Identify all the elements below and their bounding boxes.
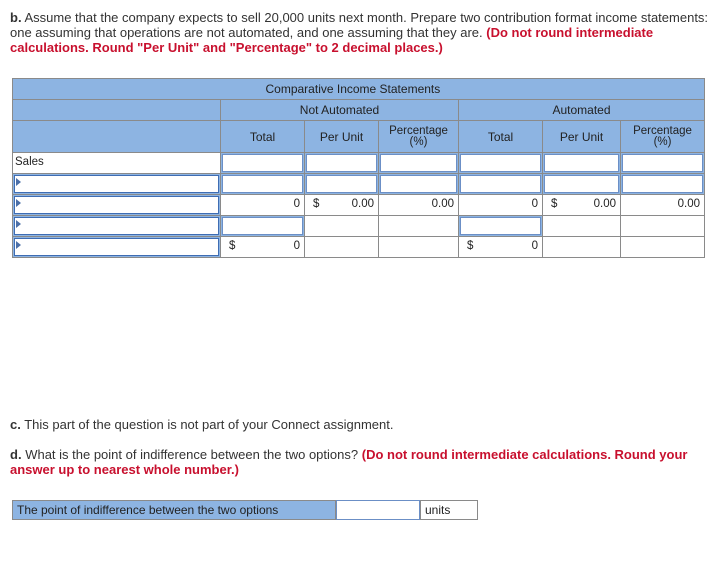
part-b-instruction: (Do not round intermediate calculations. Round "Per Unit" and "Percentage" to 2 decimal places.) (10, 25, 654, 55)
col-na-per-unit: Per Unit (305, 121, 379, 153)
cm-a-per-unit-cell (543, 195, 621, 216)
r3-na-percentage-cell (379, 216, 459, 237)
row-label-dropdown-3[interactable] (13, 216, 221, 237)
table-row[interactable] (543, 153, 621, 174)
table-row[interactable] (305, 153, 379, 174)
dropdown-arrow-icon (16, 199, 21, 207)
sales-na-per-unit-input[interactable] (306, 154, 377, 172)
r1-a-percentage-input[interactable] (622, 175, 703, 193)
cm-a-percentage-cell (621, 195, 705, 216)
table-row[interactable] (221, 216, 305, 237)
r3-na-total-input[interactable] (222, 217, 303, 235)
part-d-instruction: (Do not round intermediate calculations. Round your answer up to nearest whole number.) (10, 447, 688, 477)
comparative-income-statement-table (12, 78, 705, 258)
dropdown-arrow-icon (16, 178, 21, 186)
col-a-per-unit: Per Unit (543, 121, 621, 153)
sales-na-total-input[interactable] (222, 154, 303, 172)
table-row[interactable] (543, 174, 621, 195)
col-a-percentage-line1: Percentage (633, 124, 692, 137)
r3-a-percentage-cell (621, 216, 705, 237)
sales-na-percentage-input[interactable] (380, 154, 457, 172)
cm-a-total: 0 (531, 198, 538, 210)
ni-na-total: 0 (293, 240, 300, 252)
table-blank-header (13, 100, 221, 121)
table-row[interactable] (459, 153, 543, 174)
r1-na-percentage-input[interactable] (380, 175, 457, 193)
dropdown-arrow-icon (16, 241, 21, 249)
part-b-text: Assume that the company expects to sell 20,000 units next month. Prepare two contribution format income statements: one assuming that operations are not automated, and one assuming that they are. (10, 10, 709, 40)
ni-a-per-unit-cell (543, 237, 621, 258)
part-c-label: c. (10, 417, 21, 432)
cm-na-percentage: 0.00 (431, 198, 454, 210)
income-statement-table-wrap (12, 78, 704, 258)
ni-na-percentage-cell (379, 237, 459, 258)
cm-a-percentage: 0.00 (677, 198, 701, 210)
part-d-text: What is the point of indifference between the two options? (25, 447, 359, 462)
group-automated: Automated (459, 100, 705, 121)
r3-na-per-unit-cell (305, 216, 379, 237)
col-a-total: Total (459, 121, 543, 153)
ni-na-total-cell (221, 237, 305, 258)
r1-na-total-input[interactable] (222, 175, 303, 193)
row-label-dropdown-4[interactable] (13, 237, 221, 258)
line-item-select-1[interactable] (14, 175, 219, 193)
cm-na-total: 0 (293, 198, 300, 210)
r1-na-per-unit-input[interactable] (306, 175, 377, 193)
cm-na-percentage-cell (379, 195, 459, 216)
cm-na-per-unit-cell (305, 195, 379, 216)
indifference-label: The point of indifference between the two options (12, 500, 336, 520)
col-na-percentage-line1: Percentage (389, 124, 448, 137)
sales-a-percentage-input[interactable] (622, 154, 703, 172)
r3-a-per-unit-cell (543, 216, 621, 237)
table-row[interactable] (221, 153, 305, 174)
table-row[interactable] (459, 216, 543, 237)
table-row[interactable] (305, 174, 379, 195)
table-row[interactable] (221, 174, 305, 195)
question-part-c (10, 417, 710, 432)
question-part-d (10, 447, 710, 477)
table-row[interactable] (379, 174, 459, 195)
row-label-dropdown-1[interactable] (13, 174, 221, 195)
ni-a-currency: $ (467, 240, 474, 252)
row-label-dropdown-2[interactable] (13, 195, 221, 216)
row-label-sales (13, 153, 221, 174)
table-title (221, 79, 705, 100)
cm-a-per-unit: 0.00 (593, 198, 616, 210)
col-a-percentage-line2: (%) (653, 135, 672, 148)
col-a-percentage (621, 121, 705, 153)
table-title-text: Comparative Income Statements (265, 82, 441, 96)
dropdown-arrow-icon (16, 220, 21, 228)
cm-a-total-cell (459, 195, 543, 216)
r1-a-per-unit-input[interactable] (544, 175, 619, 193)
col-na-total: Total (221, 121, 305, 153)
table-row[interactable] (379, 153, 459, 174)
indifference-unit: units (420, 500, 478, 520)
r3-a-total-input[interactable] (460, 217, 541, 235)
ni-a-total: 0 (531, 240, 538, 252)
cm-na-per-unit: 0.00 (351, 198, 374, 210)
cm-na-per-unit-currency: $ (313, 198, 320, 210)
group-not-automated: Not Automated (221, 100, 459, 121)
line-item-select-3[interactable] (14, 217, 219, 235)
indifference-input[interactable] (336, 500, 420, 520)
row-label-sales-text: Sales (15, 156, 44, 168)
col-na-percentage-line2: (%) (409, 135, 428, 148)
ni-a-total-cell (459, 237, 543, 258)
table-corner-cell (13, 79, 221, 100)
ni-a-percentage-cell (621, 237, 705, 258)
line-item-select-4[interactable] (14, 238, 219, 256)
part-c-text: This part of the question is not part of your Connect assignment. (24, 417, 394, 432)
sales-a-total-input[interactable] (460, 154, 541, 172)
table-blank-header-2 (13, 121, 221, 153)
ni-na-currency: $ (229, 240, 236, 252)
question-part-b (10, 10, 710, 55)
sales-a-per-unit-input[interactable] (544, 154, 619, 172)
cm-a-per-unit-currency: $ (551, 198, 558, 210)
cm-na-total-cell (221, 195, 305, 216)
table-row[interactable] (621, 174, 705, 195)
part-d-label: d. (10, 447, 22, 462)
table-row[interactable] (621, 153, 705, 174)
ni-na-per-unit-cell (305, 237, 379, 258)
table-row[interactable] (459, 174, 543, 195)
r1-a-total-input[interactable] (460, 175, 541, 193)
line-item-select-2[interactable] (14, 196, 219, 214)
col-na-percentage (379, 121, 459, 153)
part-b-label: b. (10, 10, 22, 25)
